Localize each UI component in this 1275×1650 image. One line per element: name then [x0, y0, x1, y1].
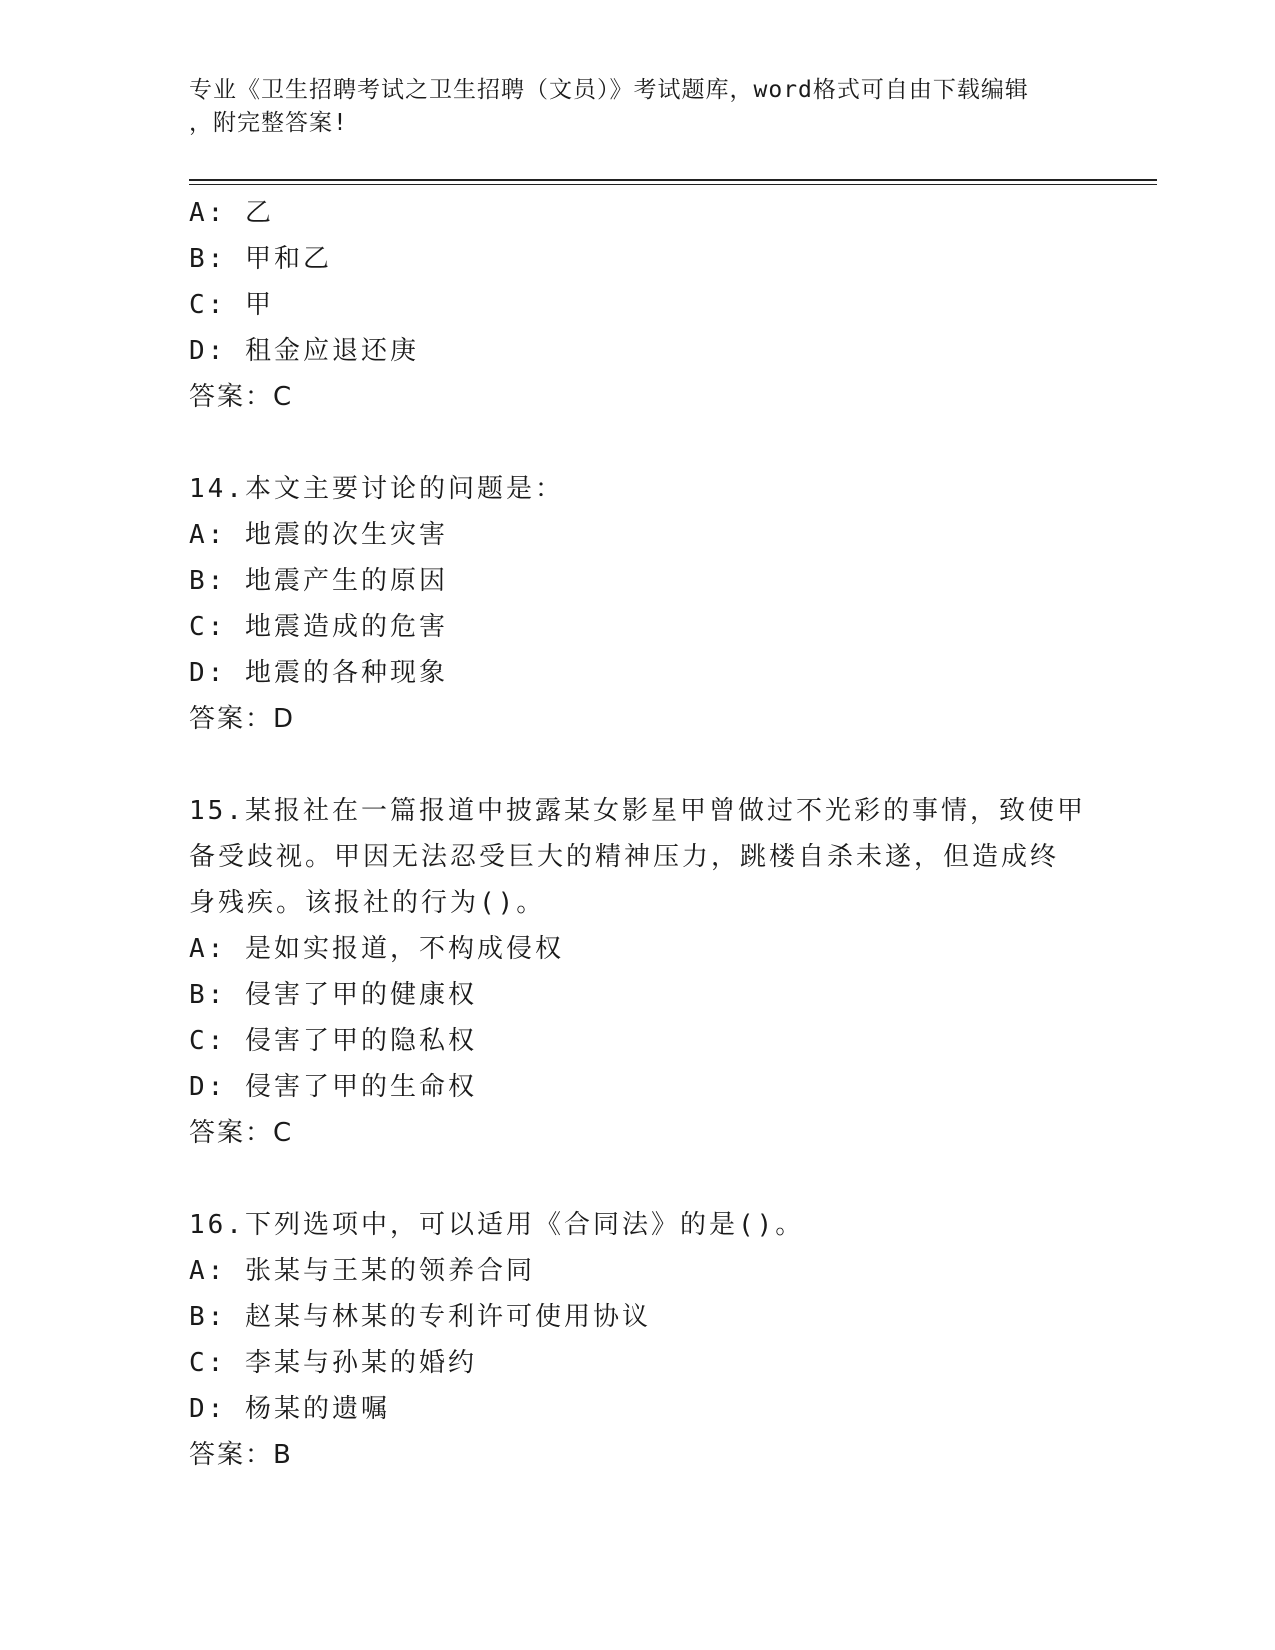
option-d: D: 租金应退还庚 — [189, 336, 419, 366]
question-stem-line-2: 备受歧视。甲因无法忍受巨大的精神压力，跳楼自杀未遂，但造成终 — [189, 842, 1060, 872]
question-stem: 16.下列选项中，可以适用《合同法》的是()。 — [189, 1210, 805, 1240]
option-d: D: 侵害了甲的生命权 — [189, 1072, 477, 1102]
option-c: C: 地震造成的危害 — [189, 612, 448, 642]
option-d: D: 地震的各种现象 — [189, 658, 448, 688]
header-line-2: ，附完整答案! — [189, 110, 348, 136]
option-a: A: 乙 — [189, 198, 274, 228]
spacer — [189, 742, 1149, 788]
answer-line: 答案：D — [189, 704, 296, 734]
question-list — [189, 190, 1149, 1478]
option-b: B: 侵害了甲的健康权 — [189, 980, 477, 1010]
question-block-16 — [189, 1202, 1149, 1478]
option-c: C: 甲 — [189, 290, 274, 320]
question-stem-line-3: 身残疾。该报社的行为()。 — [189, 888, 546, 918]
question-stem-line-1: 15.某报社在一篇报道中披露某女影星甲曾做过不光彩的事情，致使甲 — [189, 796, 1086, 826]
header-divider-thin — [189, 184, 1157, 185]
header-line-1: 专业《卫生招聘考试之卫生招聘（文员）》考试题库，word格式可自由下载编辑 — [189, 77, 1029, 103]
option-c: C: 李某与孙某的婚约 — [189, 1348, 477, 1378]
question-block-14 — [189, 466, 1149, 742]
answer-line: 答案：C — [189, 382, 294, 412]
question-block-13 — [189, 190, 1149, 420]
question-block-15 — [189, 788, 1149, 1156]
spacer — [189, 1156, 1149, 1202]
option-b: B: 地震产生的原因 — [189, 566, 448, 596]
document-header — [189, 74, 1089, 140]
option-a: A: 地震的次生灾害 — [189, 520, 448, 550]
option-b: B: 赵某与林某的专利许可使用协议 — [189, 1302, 651, 1332]
option-a: A: 张某与王某的领养合同 — [189, 1256, 535, 1286]
header-divider-thick — [189, 179, 1157, 181]
option-b: B: 甲和乙 — [189, 244, 332, 274]
answer-line: 答案：B — [189, 1440, 293, 1470]
option-c: C: 侵害了甲的隐私权 — [189, 1026, 477, 1056]
question-stem: 14.本文主要讨论的问题是： — [189, 474, 564, 504]
spacer — [189, 420, 1149, 466]
answer-line: 答案：C — [189, 1118, 294, 1148]
option-a: A: 是如实报道，不构成侵权 — [189, 934, 564, 964]
option-d: D: 杨某的遗嘱 — [189, 1394, 390, 1424]
